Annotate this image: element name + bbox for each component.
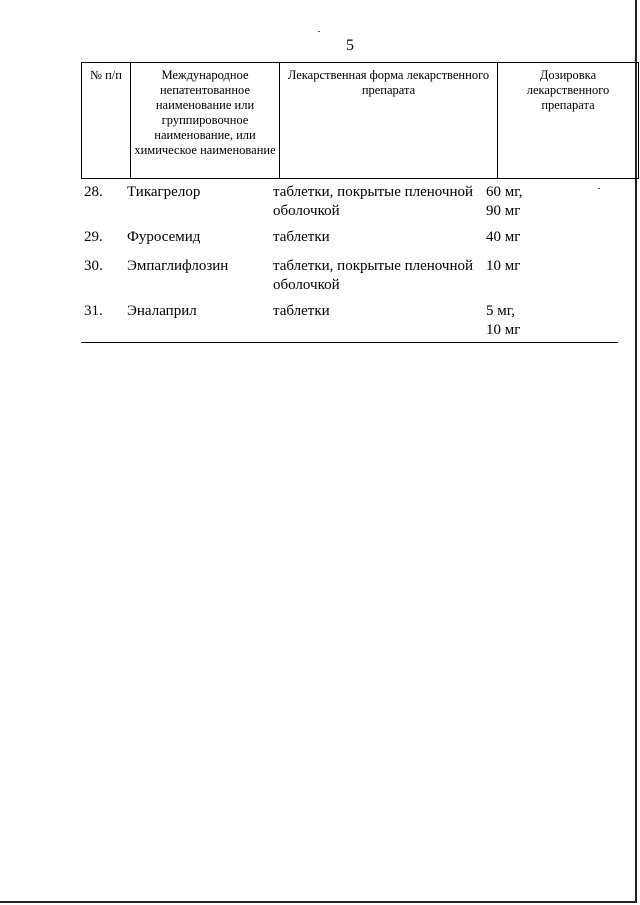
row-name: Эналаприл	[127, 303, 197, 319]
row-num: 29.	[84, 229, 103, 245]
header-name: Международное непатентованное наименование или группировочное наименование, или химическое наименование	[131, 63, 280, 179]
table-header-row	[82, 63, 639, 179]
row-dose	[484, 183, 618, 228]
table-header	[81, 62, 639, 179]
row-form-line: таблетки, покрытые пленочной	[273, 258, 474, 274]
row-dose-line: 90 мг	[486, 203, 521, 219]
row-num: 30.	[84, 258, 103, 274]
row-num: 28.	[84, 184, 103, 200]
row-dose-line: 10 мг	[486, 258, 521, 274]
row-form	[271, 257, 484, 302]
table-body	[81, 183, 618, 342]
row-form-line: таблетки	[273, 303, 330, 319]
scan-speck	[318, 31, 320, 32]
row-form-line: таблетки	[273, 229, 330, 245]
row-form	[271, 228, 484, 257]
row-name: Тикагрелор	[127, 184, 201, 200]
row-num: 31.	[84, 303, 103, 319]
row-form-line: оболочкой	[273, 203, 340, 219]
row-form-line: таблетки, покрытые пленочной	[273, 184, 474, 200]
table-row	[81, 228, 618, 257]
table-bottom-rule	[81, 342, 618, 343]
table-row	[81, 183, 618, 228]
row-form	[271, 302, 484, 342]
row-dose	[484, 257, 618, 302]
row-name: Фуросемид	[127, 229, 201, 245]
row-name: Эмпаглифлозин	[127, 258, 229, 274]
header-num: № п/п	[82, 63, 131, 179]
row-dose-line: 10 мг	[486, 322, 521, 338]
page-number: 5	[346, 37, 354, 54]
header-form: Лекарственная форма лекарственного препарата	[280, 63, 498, 179]
row-dose	[484, 228, 618, 257]
table-row	[81, 302, 618, 342]
row-dose-line: 60 мг,	[486, 184, 523, 200]
row-form	[271, 183, 484, 228]
header-dose: Дозировка лекарственного препарата	[498, 63, 639, 179]
row-dose-line: 5 мг,	[486, 303, 515, 319]
table-row	[81, 257, 618, 302]
row-form-line: оболочкой	[273, 277, 340, 293]
row-dose	[484, 302, 618, 342]
row-dose-line: 40 мг	[486, 229, 521, 245]
scan-speck	[598, 188, 600, 189]
